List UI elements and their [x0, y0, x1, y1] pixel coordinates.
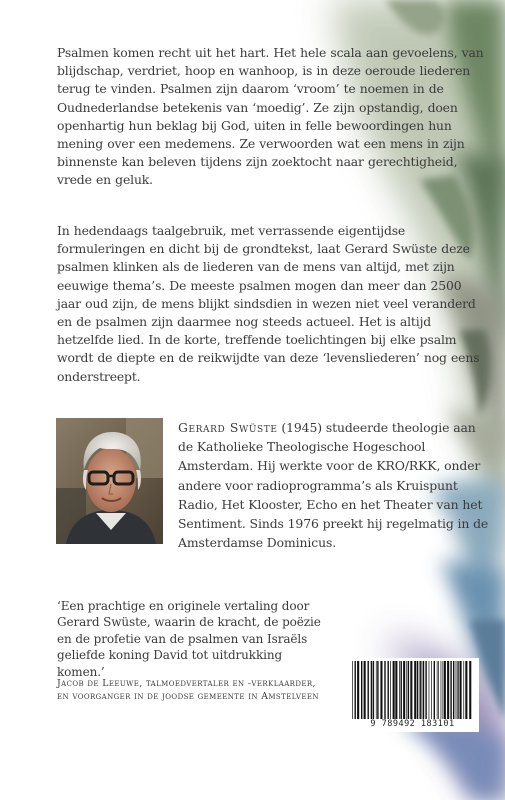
barcode-bar — [441, 661, 442, 719]
barcode-bar — [414, 661, 416, 719]
barcode-bar — [463, 661, 464, 719]
isbn-barcode — [346, 658, 479, 732]
intro-paragraph: Psalmen komen recht uit het hart. Het hele scala aan gevoelens, van blijdschap, verdriet, hoop en wanhoop, is in deze oeroude liederen terug te vinden. Psalmen zijn daarom ‘vroom’ te noemen in de Oudnederlandse betekenis van ‘moedig’. Ze zijn opstandig, doen openhartig hun beklag bij God, uiten in felle bewoordingen hun mening over een medemens. Ze verwoorden wat een mens in zijn binnenste kan beleven tijdens zijn zoektocht naar gerechtigheid, vrede en geluk. — [57, 45, 484, 188]
barcode-bar — [410, 661, 412, 719]
barcode-bar — [457, 661, 458, 719]
barcode-bar — [417, 661, 418, 719]
barcode-bar — [460, 661, 462, 719]
barcode-bar — [355, 661, 356, 719]
barcode-bar — [388, 661, 389, 719]
barcode-bar — [423, 661, 424, 719]
barcode-bar — [456, 661, 457, 719]
barcode-bar — [368, 661, 369, 719]
barcode-bar — [431, 661, 432, 719]
barcode-bar — [434, 661, 435, 719]
barcode-bar — [420, 661, 421, 719]
barcode-bar — [444, 661, 446, 719]
barcode-bar — [377, 661, 378, 719]
barcode-bar — [373, 661, 374, 719]
barcode-bar — [406, 661, 407, 719]
review-quote: ‘Een prachtige en originele vertaling door Gerard Swüste, waarin de kracht, de poëzie en de profetie van de psalmen van Israëls geliefde koning David tot uitdrukking komen.’ — [57, 599, 321, 679]
barcode-bar — [357, 661, 359, 719]
barcode-bar — [465, 661, 467, 719]
barcode-bar — [380, 661, 382, 719]
author-bio — [178, 418, 493, 552]
author-photo — [56, 418, 163, 544]
barcode-bar — [408, 661, 409, 719]
barcode-bar — [361, 661, 362, 719]
barcode-bar — [425, 661, 426, 719]
barcode-bar — [469, 661, 471, 719]
barcode-bars — [351, 661, 473, 719]
barcode-bar — [390, 661, 391, 719]
quote-attribution: Jacob de Leeuwe, talmoedvertaler en -verklaarder, en voorganger in de joodse gemeente in Amstelveen — [57, 678, 319, 702]
barcode-bar — [403, 661, 405, 719]
barcode-bar — [447, 661, 449, 719]
barcode-bar — [393, 661, 395, 719]
barcode-bar — [453, 661, 454, 719]
barcode-bar — [422, 661, 423, 719]
barcode-bar — [376, 661, 377, 719]
description-paragraph: In hedendaags taalgebruik, met verrassende eigentijdse formuleringen en dicht bij de grondtekst, laat Gerard Swüste deze psalmen klinken als de liederen van de mens van altijd, met zijn eeuwige thema’s. De meeste psalmen mogen dan meer dan 2500 jaar oud zijn, de mens blijkt sindsdien in wezen niet veel veranderd en de psalmen zijn daarmee nog steeds actueel. Het is altijd hetzelfde lied. In de korte, treffende toelichtingen bij elke psalm wordt de diepte en de reikwijdte van deze ‘levensliederen’ nog eens onderstreept. — [57, 223, 480, 384]
barcode-bar — [371, 661, 372, 719]
barcode-bar — [395, 661, 397, 719]
barcode-bar — [399, 661, 400, 719]
barcode-bar — [429, 661, 430, 719]
author-bio-text: (1945) studeerde theologie aan de Katholieke Theologische Hogeschool Amsterdam. Hij werkte voor de KRO/RKK, onder andere voor radioprogramma’s als Kruispunt Radio, Het Klooster, Echo en het Theater van het Sentiment. Sinds 1976 preekt hij regelmatig in de Amsterdamse Dominicus. — [178, 420, 489, 551]
barcode-bar — [458, 661, 459, 719]
barcode-bar — [364, 661, 366, 719]
barcode-bar — [401, 661, 402, 719]
barcode-bar — [384, 661, 385, 719]
barcode-bar — [450, 661, 451, 719]
author-name: Gerard Swüste — [178, 420, 278, 435]
barcode-bar — [438, 661, 439, 719]
barcode-bar — [443, 661, 444, 719]
isbn-number: 9 789492 183101 — [370, 719, 455, 729]
barcode-bar — [352, 661, 353, 719]
barcode-bar — [437, 661, 438, 719]
